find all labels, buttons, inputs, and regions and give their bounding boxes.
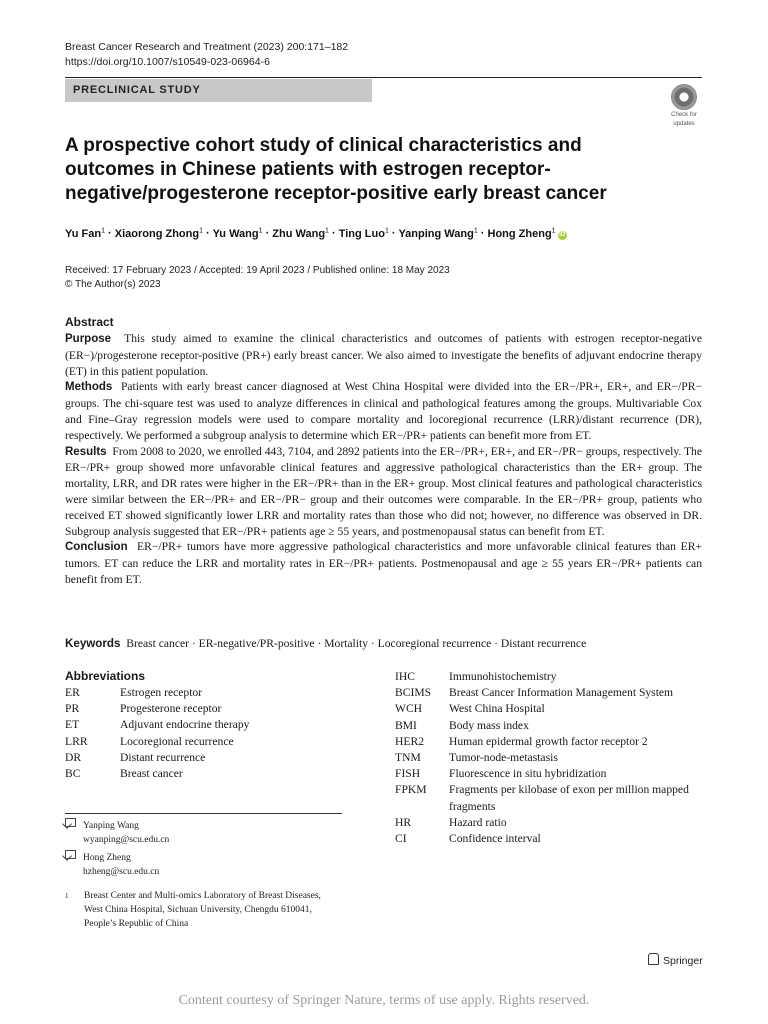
orcid-icon[interactable]: iD [559, 231, 566, 238]
correspondence-1 [65, 818, 169, 847]
abstract-section [65, 331, 702, 379]
abbreviation-row: FISH Fluorescence in situ hybridization [395, 767, 607, 781]
badge-line2: updates [673, 121, 695, 127]
author[interactable]: Xiaorong Zhong$^1$ [114, 227, 203, 240]
journal-citation: Breast Cancer Research and Treatment (2023) 200:171–182 [65, 41, 349, 53]
envelope-icon [65, 818, 76, 827]
check-for-updates-icon [671, 84, 697, 110]
corresponding-author-email[interactable]: wyanping@scu.edu.cn [83, 835, 170, 845]
corresponding-author-name: Yanping Wang [83, 821, 139, 831]
abstract-section [65, 379, 702, 443]
doi-link[interactable]: https://doi.org/10.1007/s10549-023-06964-6 [65, 56, 270, 68]
envelope-icon [65, 850, 76, 859]
section-tag: PRECLINICAL STUDY [65, 79, 372, 102]
author-list: Yu Fan$^1$ · Xiaorong Zhong$^1$ · Yu Wang$^1$ · Zhu Wang$^1$ · Ting Luo$^1$ · Yanping Wang$^1$ · Hong Zheng$^1$iD [65, 227, 566, 240]
abstract-body [65, 331, 702, 588]
affiliation [65, 889, 335, 931]
badge-line1: Check for [671, 112, 697, 118]
section-text: This study aimed to examine the clinical characteristics and outcomes of patients with estrogen receptor-negative (ER−)/progesterone receptor-positive (PR+) early breast cancer. We also aimed to investigate the benefits of adjuvant endocrine therapy (ET) in this patient population. [65, 332, 702, 378]
publication-dates [65, 264, 450, 292]
keywords [65, 637, 702, 650]
abbreviation-row: BCIMS Breast Cancer Information Management System [395, 686, 674, 700]
corresponding-author-name: Hong Zheng [83, 853, 131, 863]
abbreviation-row: BMI Body mass index [395, 718, 529, 732]
corresponding-author-email[interactable]: hzheng@scu.edu.cn [83, 867, 160, 877]
abbreviation-row: ER Estrogen receptor [65, 686, 203, 699]
author[interactable]: Yanping Wang$^1$ [398, 227, 478, 240]
affiliation-text: Breast Center and Multi-omics Laboratory of Breast Diseases, West China Hospital, Sichuan University, Chengdu 610041, People’s Republic of China [84, 891, 321, 929]
author[interactable]: Zhu Wang$^1$ [272, 227, 329, 240]
journal-header [65, 40, 348, 70]
paper-title: A prospective cohort study of clinical characteristics and outcomes in Chinese patients with estrogen receptor-negative/progesterone receptor-positive early breast cancer [65, 135, 607, 204]
abbreviations-table-right [395, 669, 709, 847]
abstract-section [65, 444, 702, 540]
abstract-heading: Abstract [65, 315, 114, 329]
section-label: Purpose [65, 333, 112, 345]
abbreviation-row: PR Progesterone receptor [65, 702, 222, 716]
dates-line: Received: 17 February 2023 / Accepted: 19 April 2023 / Published online: 18 May 2023 [65, 265, 450, 276]
publisher-name: Springer [663, 955, 703, 967]
abbreviation-row: BC Breast cancer [65, 767, 183, 781]
abbreviation-row: HR Hazard ratio [395, 815, 507, 829]
author[interactable]: Ting Luo$^1$ [338, 227, 389, 240]
check-for-updates-badge[interactable] [665, 84, 703, 127]
abbreviation-row: TNM Tumor-node-metastasis [395, 751, 558, 765]
author[interactable]: Hong Zheng$^1$ [487, 227, 556, 240]
abbreviations-table-left [65, 685, 249, 782]
correspondence-2 [65, 850, 159, 879]
springer-horse-icon [648, 953, 659, 965]
header-rule [65, 77, 702, 78]
keywords-label: Keywords [65, 637, 121, 650]
abbreviation-row: FPKM Fragments per kilobase of exon per million mapped fragments [395, 783, 689, 813]
section-text: From 2008 to 2020, we enrolled 443, 7104, and 2892 patients into the ER−/PR+, ER+, and ER−/PR− groups, respectively. The ER−/PR+ group showed more unfavorable clinical features and aggressive pathological characteristics than the ER+ group. The mortality, LRR, and DR rates were higher in the ER−/PR+ than in the ER+ group. Most clinical features and pathological characteristics were similar between the ER−/PR+ and ER−/PR− group and their outcomes were comparable. In the ER−/PR+ group, patients who received ET showed significantly lower LRR and mortality rates than those who did not; however, no difference was observed in DR. Subgroup analysis suggested that ER−/PR+ patients age ≥ 55 years, and postmenopausal status can benefit from ET. [65, 444, 703, 538]
abbreviation-row: ET Adjuvant endocrine therapy [65, 718, 250, 732]
abbreviations-heading: Abbreviations [65, 669, 146, 683]
section-label: Methods [65, 381, 113, 394]
section-text: ER−/PR+ tumors have more aggressive pathological characteristics and more unfavorable clinical features than ER+ tumors. ET can reduce the LRR and mortality rates in ER−/PR+ patients. Postmenopausal and age ≥ 55 years ER−/PR+ patients can benefit from ET. [65, 540, 703, 586]
abbreviation-row: WCH West China Hospital [395, 702, 545, 716]
abbreviation-row: LRR Locoregional recurrence [65, 734, 234, 748]
footnote-rule [65, 813, 342, 814]
keywords-text: Breast cancer · ER-negative/PR-positive · Mortality · Locoregional recurrence · Distant recurrence [126, 637, 587, 650]
author[interactable]: Yu Fan$^1$ [65, 227, 105, 240]
affiliation-number: 1 [65, 892, 69, 900]
abbreviation-row: DR Distant recurrence [65, 750, 206, 764]
abbreviation-row: HER2 Human epidermal growth factor receptor 2 [395, 734, 648, 748]
abstract-section [65, 539, 702, 587]
author[interactable]: Yu Wang$^1$ [212, 227, 263, 240]
section-label: Conclusion [65, 541, 128, 554]
section-text: Patients with early breast cancer diagnosed at West China Hospital were divided into the ER−/PR+, ER+, and ER−/PR− groups. The chi-square test was used to analyze differences in clinical and pathological features among the groups. Multivariable Cox and Fine–Gray regression models were used to compare mortality and locoregional recurrence (LRR)/distant recurrence (DR), respectively. We performed a subgroup analysis to determine which ER−/PR+ patients can benefit more from ET. [65, 380, 703, 442]
abbreviation-row: CI Confidence interval [395, 832, 541, 846]
section-label: Results [65, 445, 107, 458]
copyright-line: © The Author(s) 2023 [65, 279, 161, 290]
publisher-logo [648, 953, 703, 967]
footer-notice: Content courtesy of Springer Nature, terms of use apply. Rights reserved. [178, 993, 590, 1008]
abbreviation-row: IHC Immunohistochemistry [395, 670, 557, 683]
